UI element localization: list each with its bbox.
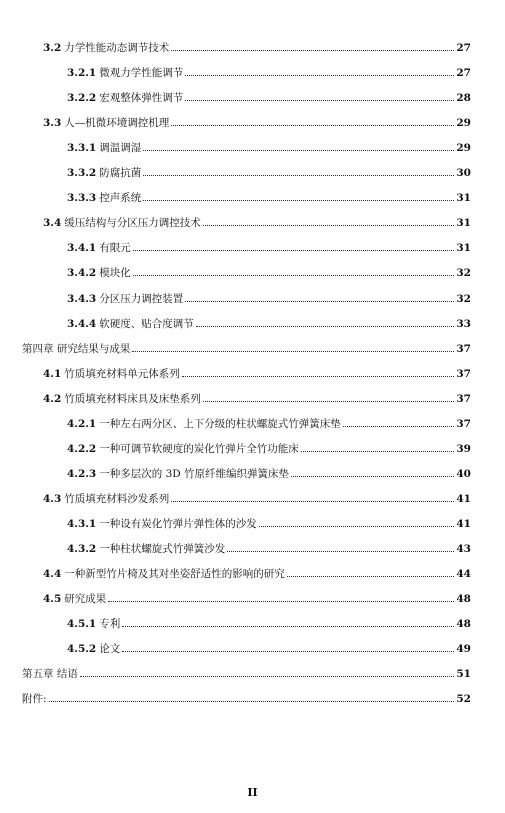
table-of-contents <box>0 29 505 705</box>
toc-entry-page: 31 <box>456 242 471 255</box>
toc-entry[interactable] <box>0 154 505 179</box>
toc-entry-title: 模块化 <box>99 267 131 280</box>
toc-entry[interactable] <box>0 430 505 455</box>
toc-entry-number: 4.5.1 <box>67 618 97 631</box>
toc-entry-page: 41 <box>456 517 471 530</box>
toc-entry[interactable] <box>0 29 505 54</box>
toc-entry-page: 32 <box>456 292 471 305</box>
toc-entry-number: 3.3 <box>43 117 62 130</box>
toc-entry-page: 41 <box>456 492 471 505</box>
toc-entry[interactable] <box>0 254 505 279</box>
toc-entry-number: 3.2.1 <box>67 67 97 80</box>
toc-entry-title: 控声系统 <box>99 192 142 205</box>
toc-dot-leader <box>133 250 455 251</box>
toc-entry[interactable] <box>0 204 505 229</box>
toc-dot-leader <box>171 50 454 51</box>
toc-entry[interactable] <box>0 229 505 254</box>
toc-dot-leader <box>185 100 454 101</box>
toc-entry-title: 附件: <box>22 693 47 706</box>
toc-dot-leader <box>108 601 454 602</box>
toc-entry[interactable] <box>0 455 505 480</box>
toc-dot-leader <box>185 301 454 302</box>
toc-entry-title: 研究成果 <box>64 593 107 606</box>
toc-entry-page: 31 <box>456 192 471 205</box>
toc-dot-leader <box>291 476 454 477</box>
toc-dot-leader <box>196 326 455 327</box>
toc-entry-page: 28 <box>456 92 471 105</box>
toc-entry-title: 一种可调节软硬度的炭化竹弹片全竹功能床 <box>99 442 299 455</box>
toc-entry-page: 37 <box>456 367 471 380</box>
toc-entry-page: 43 <box>456 542 471 555</box>
toc-entry-page: 48 <box>456 618 471 631</box>
toc-entry-number: 4.1 <box>43 367 62 380</box>
toc-entry-title: 第五章 结语 <box>22 668 78 681</box>
toc-dot-leader <box>185 75 454 76</box>
toc-entry-number: 3.3.2 <box>67 167 97 180</box>
toc-entry-number: 4.2.2 <box>67 442 97 455</box>
toc-dot-leader <box>143 150 454 151</box>
toc-entry-number: 4.2.3 <box>67 467 97 480</box>
toc-entry-page: 29 <box>456 117 471 130</box>
toc-entry-number: 4.5.2 <box>67 643 97 656</box>
toc-entry-number: 4.2.1 <box>67 417 97 430</box>
toc-dot-leader <box>171 125 454 126</box>
toc-entry[interactable] <box>0 179 505 204</box>
toc-entry[interactable] <box>0 580 505 605</box>
toc-entry[interactable] <box>0 330 505 355</box>
toc-entry-title: 人—机微环境调控机理 <box>64 117 170 130</box>
toc-entry-number: 3.4.4 <box>67 317 97 330</box>
toc-entry-page: 37 <box>456 417 471 430</box>
toc-entry-title: 调温调湿 <box>99 142 142 155</box>
toc-entry-title: 一种设有炭化竹弹片弹性体的沙发 <box>99 517 257 530</box>
toc-entry-page: 27 <box>456 42 471 55</box>
toc-entry-title: 竹质填充材料单元体系列 <box>64 367 180 380</box>
toc-entry-number: 4.3.2 <box>67 542 97 555</box>
toc-dot-leader <box>122 626 454 627</box>
toc-entry-title: 竹质填充材料床具及床垫系列 <box>64 392 201 405</box>
toc-entry-title: 力学性能动态调节技术 <box>64 42 170 55</box>
toc-entry[interactable] <box>0 680 505 705</box>
toc-entry[interactable] <box>0 79 505 104</box>
toc-entry-page: 27 <box>456 67 471 80</box>
toc-dot-leader <box>227 551 454 552</box>
toc-entry[interactable] <box>0 630 505 655</box>
page-number: II <box>247 786 258 799</box>
toc-entry[interactable] <box>0 505 505 530</box>
toc-entry-page: 30 <box>456 167 471 180</box>
toc-entry-title: 论文 <box>99 643 121 656</box>
toc-entry[interactable] <box>0 380 505 405</box>
toc-dot-leader <box>287 576 455 577</box>
toc-entry-title: 第四章 研究结果与成果 <box>22 342 131 355</box>
toc-entry-number: 3.4.3 <box>67 292 97 305</box>
toc-entry[interactable] <box>0 605 505 630</box>
toc-entry-page: 51 <box>456 668 471 681</box>
toc-entry-title: 防腐抗菌 <box>99 167 142 180</box>
toc-entry-page: 39 <box>456 442 471 455</box>
toc-entry-title: 竹质填充材料沙发系列 <box>64 492 170 505</box>
toc-dot-leader <box>143 175 454 176</box>
toc-entry-page: 32 <box>456 267 471 280</box>
toc-entry-title: 微观力学性能调节 <box>99 67 184 80</box>
toc-entry-title: 一种多层次的 3D 竹原纤维编织弹簧床垫 <box>99 467 290 480</box>
toc-entry-number: 3.2 <box>43 42 62 55</box>
toc-entry-page: 33 <box>456 317 471 330</box>
toc-entry-page: 40 <box>456 467 471 480</box>
toc-dot-leader <box>132 351 454 352</box>
toc-entry-title: 缓压结构与分区压力调控技术 <box>64 217 201 230</box>
toc-entry-number: 4.5 <box>43 593 62 606</box>
toc-entry-number: 3.4.1 <box>67 242 97 255</box>
toc-dot-leader <box>182 376 455 377</box>
toc-entry-number: 4.4 <box>43 568 62 581</box>
toc-entry-page: 49 <box>456 643 471 656</box>
toc-entry[interactable] <box>0 129 505 154</box>
toc-entry[interactable] <box>0 555 505 580</box>
toc-entry[interactable] <box>0 104 505 129</box>
toc-dot-leader <box>301 451 455 452</box>
toc-dot-leader <box>49 701 455 702</box>
toc-dot-leader <box>203 225 455 226</box>
toc-entry-page: 31 <box>456 217 471 230</box>
toc-entry-page: 37 <box>456 342 471 355</box>
toc-entry-number: 4.3.1 <box>67 517 97 530</box>
toc-entry-number: 4.2 <box>43 392 62 405</box>
toc-dot-leader <box>171 501 454 502</box>
toc-dot-leader <box>80 676 455 677</box>
toc-entry-page: 48 <box>456 593 471 606</box>
toc-dot-leader <box>203 401 455 402</box>
toc-entry-title: 一种柱状螺旋式竹弹簧沙发 <box>99 542 226 555</box>
toc-entry-number: 3.2.2 <box>67 92 97 105</box>
toc-dot-leader <box>133 275 455 276</box>
toc-entry[interactable] <box>0 530 505 555</box>
toc-entry-title: 一种新型竹片椅及其对坐姿舒适性的影响的研究 <box>64 568 285 581</box>
toc-entry-title: 宏观整体弹性调节 <box>99 92 184 105</box>
toc-dot-leader <box>343 426 455 427</box>
toc-entry[interactable] <box>0 305 505 330</box>
toc-entry-title: 专利 <box>99 618 121 631</box>
toc-dot-leader <box>259 526 455 527</box>
toc-entry[interactable] <box>0 655 505 680</box>
toc-entry-number: 3.4 <box>43 217 62 230</box>
toc-entry[interactable] <box>0 405 505 430</box>
toc-entry-title: 一种左右两分区、上下分级的柱状螺旋式竹弹簧床垫 <box>99 417 341 430</box>
toc-entry-number: 3.4.2 <box>67 267 97 280</box>
toc-entry[interactable] <box>0 54 505 79</box>
toc-entry-page: 44 <box>456 568 471 581</box>
toc-entry-number: 4.3 <box>43 492 62 505</box>
toc-entry-number: 3.3.1 <box>67 142 97 155</box>
toc-entry-number: 3.3.3 <box>67 192 97 205</box>
toc-entry[interactable] <box>0 480 505 505</box>
toc-dot-leader <box>143 200 454 201</box>
toc-entry-page: 29 <box>456 142 471 155</box>
toc-entry[interactable] <box>0 279 505 304</box>
toc-entry-page: 52 <box>456 693 471 706</box>
toc-entry-title: 有限元 <box>99 242 131 255</box>
toc-dot-leader <box>122 651 454 652</box>
toc-entry-page: 37 <box>456 392 471 405</box>
toc-entry-title: 软硬度、贴合度调节 <box>99 317 194 330</box>
toc-entry[interactable] <box>0 355 505 380</box>
toc-entry-title: 分区压力调控装置 <box>99 292 184 305</box>
